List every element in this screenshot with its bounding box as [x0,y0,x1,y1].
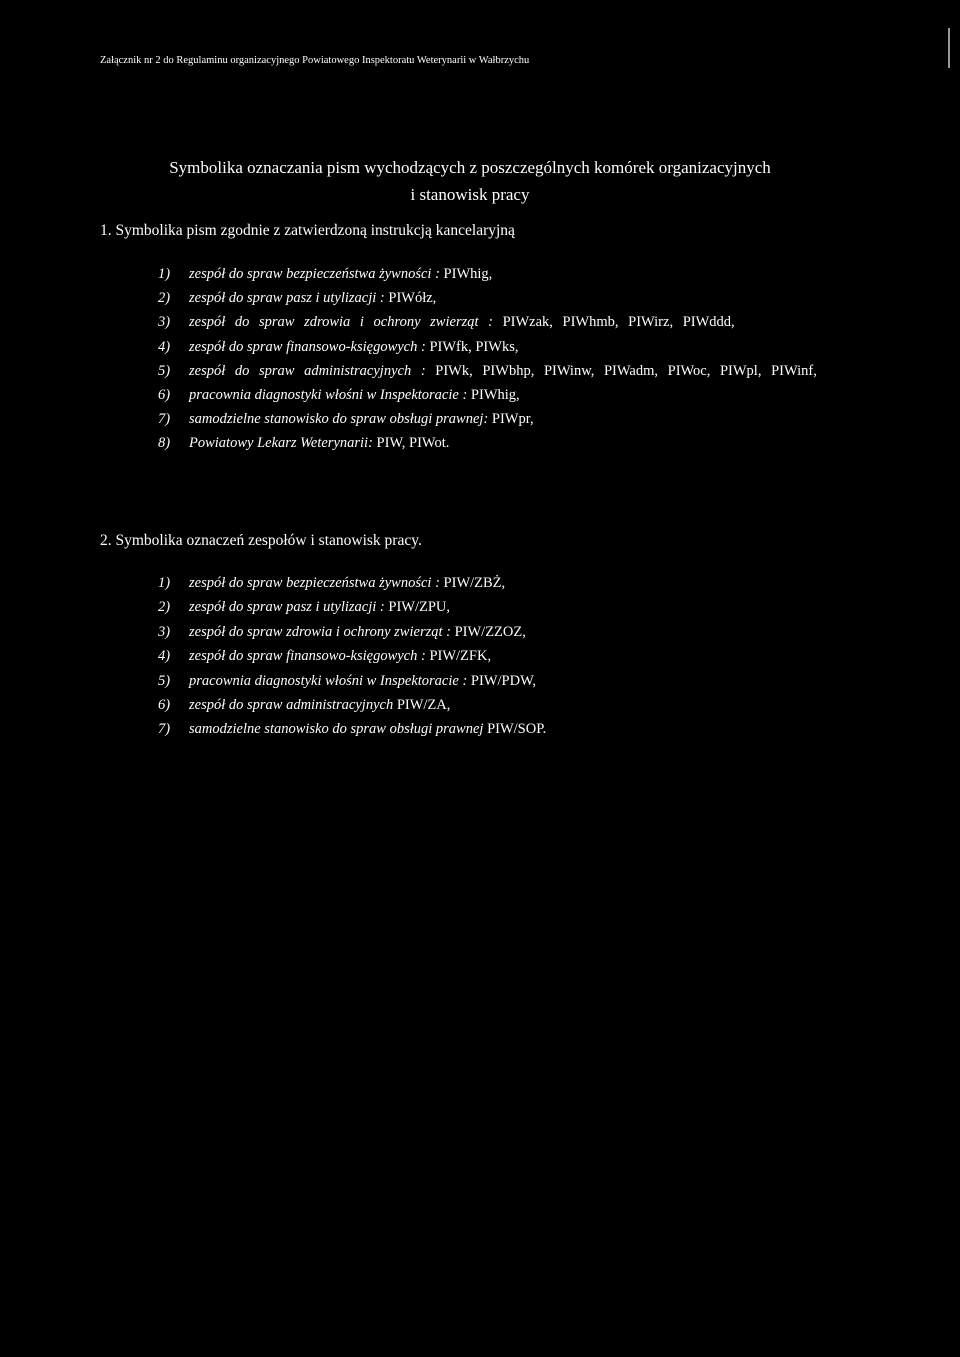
item-label: zespół do spraw finansowo-księgowych : [189,648,430,665]
item-code: PIW, PIWot. [376,435,450,452]
item-text [189,648,491,664]
item-number: 3) [158,623,171,640]
list-item [158,644,848,668]
item-label: zespół do spraw administracyjnych [189,697,397,714]
list-item [158,693,848,717]
section-2-list [158,571,848,742]
item-number: 6) [158,387,171,404]
item-label: zespół do spraw pasz i utylizacji : [189,290,389,307]
item-text [189,435,449,451]
item-number: 2) [158,599,171,616]
item-number: 7) [158,411,171,428]
item-code: PIWółz, [388,290,437,307]
section-1-heading: 1. Symbolika pism zgodnie z zatwierdzoną instrukcją kancelaryjną [100,222,515,239]
item-label: zespół do spraw administracyjnych : [189,362,436,379]
item-code: PIWk, PIWbhp, PIWinw, PIWadm, PIWoc, PIWpl, PIWinf, [435,362,817,379]
item-label: Powiatowy Lekarz Weterynarii: [189,435,377,452]
item-text [189,624,526,640]
section-2-heading: 2. Symbolika oznaczeń zespołów i stanowisk pracy. [100,532,422,549]
list-item [158,383,848,407]
item-text [189,697,450,713]
item-text [189,721,546,737]
item-text [189,290,436,306]
item-text [189,673,536,689]
item-number: 4) [158,338,171,355]
item-code: PIWhig, [443,266,493,282]
item-number: 4) [158,648,171,665]
item-number: 7) [158,721,171,738]
item-label: zespół do spraw bezpieczeństwa żywności : [189,575,444,591]
list-item [158,571,848,595]
item-label: zespół do spraw bezpieczeństwa żywności : [189,266,444,282]
list-item [158,359,848,383]
list-item [158,286,848,310]
list-item [158,669,848,693]
list-item [158,262,848,286]
item-code: PIW/ZBŻ, [443,575,506,591]
title-line-2: i stanowisk pracy [410,185,530,204]
item-label: samodzielne stanowisko do spraw obsługi prawnej: [189,411,492,428]
item-code: PIWzak, PIWhmb, PIWirz, PIWddd, [502,314,735,331]
list-item [158,431,848,455]
item-code: PIWhig, [470,387,520,404]
item-number: 2) [158,290,171,307]
item-text [189,363,817,379]
item-label: zespół do spraw zdrowia i ochrony zwierząt : [189,623,455,640]
item-code: PIW/SOP. [487,721,547,738]
item-label: samodzielne stanowisko do spraw obsługi prawnej [189,721,488,738]
item-number: 1) [158,575,171,591]
item-number: 3) [158,314,171,331]
item-code: PIW/ZFK, [429,648,492,665]
list-item [158,407,848,431]
item-number: 6) [158,697,171,714]
item-text [189,599,450,615]
item-label: pracownia diagnostyki włośni w Inspektoracie : [189,387,471,404]
list-item [158,335,848,359]
item-number: 8) [158,435,171,452]
item-label: pracownia diagnostyki włośni w Inspektoracie : [189,672,471,689]
item-number: 5) [158,362,171,379]
item-code: PIW/ZZOZ, [454,623,526,640]
header-note: Załącznik nr 2 do Regulaminu organizacyjnego Powiatowego Inspektoratu Weterynarii w Wałbrzychu [100,55,530,66]
item-number: 5) [158,672,171,689]
item-text [189,314,735,330]
item-code: PIWpr, [491,411,534,428]
list-item [158,620,848,644]
item-text [189,387,520,403]
document-title [100,154,840,208]
item-label: zespół do spraw zdrowia i ochrony zwierząt : [189,314,503,331]
item-code: PIW/ZPU, [388,599,451,616]
item-label: zespół do spraw finansowo-księgowych : [189,338,430,355]
item-code: PIW/PDW, [470,672,537,689]
item-code: PIWfk, PIWks, [429,338,519,355]
title-line-1: Symbolika oznaczania pism wychodzących z poszczególnych komórek organizacyjnych [169,158,771,177]
item-text [189,575,505,591]
section-1-list [158,262,848,456]
item-code: PIW/ZA, [396,697,451,714]
item-text [189,266,492,282]
item-text [189,339,518,355]
list-item [158,310,848,334]
list-item [158,595,848,619]
list-item [158,717,848,741]
item-label: zespół do spraw pasz i utylizacji : [189,599,389,616]
item-text [189,411,534,427]
item-number: 1) [158,266,171,282]
scan-edge-mark [948,28,950,68]
